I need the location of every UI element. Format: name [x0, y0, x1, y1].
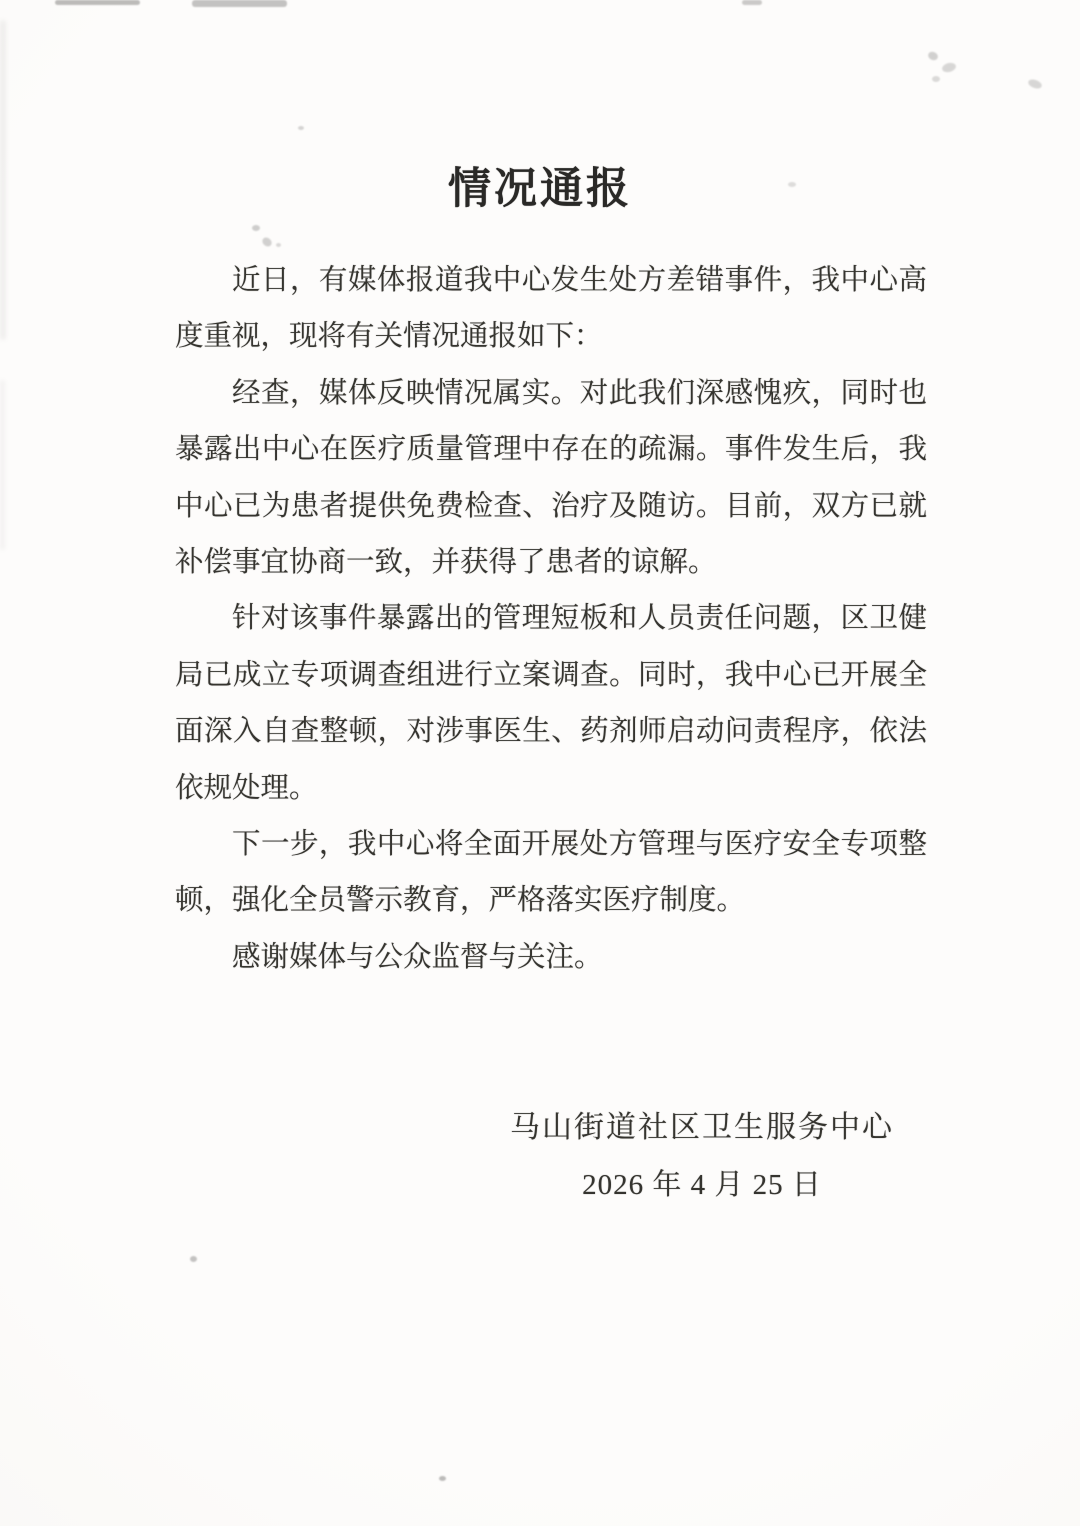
scan-artifact [742, 0, 762, 5]
issue-date: 2026 年 4 月 25 日 [582, 1169, 822, 1201]
document-line: 局已成立专项调查组进行立案调查。同时，我中心已开展全 [175, 659, 927, 691]
document-line: 面深入自查整顿，对涉事医生、药剂师启动问责程序，依法 [175, 716, 927, 748]
scan-artifact [190, 1256, 197, 1262]
scan-artifact [932, 76, 940, 82]
document-line: 补偿事宜协商一致，并获得了患者的谅解。 [175, 546, 717, 578]
document-line: 感谢媒体与公众监督与关注。 [232, 941, 603, 973]
scan-artifact [192, 0, 287, 7]
scan-artifact [927, 50, 939, 61]
document-body [175, 253, 927, 986]
issuer-signature: 马山街道社区卫生服务中心 [510, 1111, 894, 1144]
scan-artifact [439, 1476, 446, 1481]
scan-artifact [1027, 78, 1043, 90]
signature-block [510, 1110, 894, 1202]
document-line: 近日，有媒体报道我中心发生处方差错事件，我中心高 [232, 265, 927, 296]
scan-artifact [261, 236, 274, 249]
document-line: 依规处理。 [175, 772, 318, 804]
scan-artifact [276, 243, 281, 247]
scan-artifact [298, 126, 304, 130]
document-line: 度重视，现将有关情况通报如下： [175, 321, 603, 353]
page-title: 情况通报 [448, 164, 632, 213]
scan-artifact [252, 225, 260, 231]
document-line: 经查，媒体反映情况属实。对此我们深感愧疚，同时也 [232, 377, 927, 409]
document-line: 中心已为患者提供免费检查、治疗及随访。目前，双方已就 [175, 490, 927, 522]
document-line: 下一步，我中心将全面开展处方管理与医疗安全专项整 [232, 828, 927, 860]
scan-artifact [788, 182, 796, 187]
scan-artifact [55, 0, 140, 5]
document-line: 针对该事件暴露出的管理短板和人员责任问题，区卫健 [232, 603, 927, 635]
document-line: 暴露出中心在医疗质量管理中存在的疏漏。事件发生后，我 [175, 434, 927, 466]
scan-artifact [0, 380, 5, 550]
scan-artifact [941, 61, 957, 73]
document-line: 顿，强化全员警示教育，严格落实医疗制度。 [175, 885, 746, 917]
scan-artifact [0, 20, 6, 340]
